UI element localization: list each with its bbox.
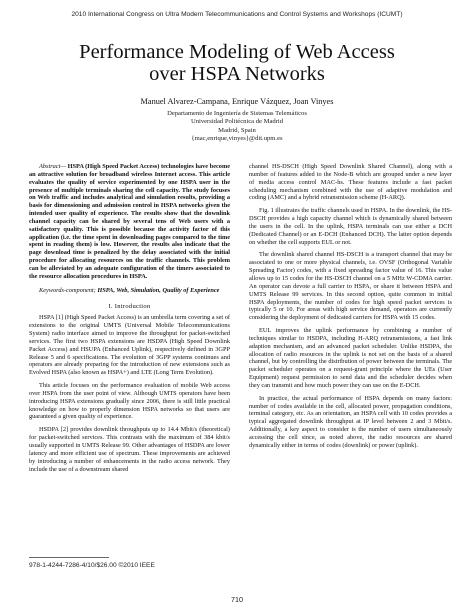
affiliation-emails: {mac,enrique,vinyes}@dit.upm.es xyxy=(191,134,283,142)
right-paragraph-1: channel HS-DSCH (High Speed Downlink Shared Channel), along with a number of features added to the Node-B which are grouped under a new layer of media access control MAC-hs. These features include a fast packet scheduling mechanism combined with the use of adaptive modulation and coding (AMC) and a hybrid retransmission scheme (H-ARQ). xyxy=(249,163,452,202)
left-column xyxy=(29,163,230,478)
right-paragraph-3: The downlink shared channel HS-DSCH is a transport channel that may be associated to one or more physical channels, i.e. OVSF (Orthogonal Variable Spreading Factor) codes, with a fixed spreading factor value of 16. This value allows up to 15 codes for the HS-DSCH channel on a 5 MHz W-CDMA carrier. An operator can devote a full carrier to HSPA, or share it between HSPA and UMTS Release 99 services. In this second option, quite common in initial HSPA deployments, the number of codes for high speed packet services is typically 5 or 10. For areas with high service demand, operators are currently considering the deployment of dedicated carriers for HSPA with 15 codes. xyxy=(249,251,452,322)
isbn-footer: 978-1-4244-7286-4/10/$26.00 ©2010 IEEE xyxy=(29,562,155,569)
keywords xyxy=(29,287,230,295)
page-number: 710 xyxy=(231,595,243,604)
keywords-text: HSPA, Web, Simulation, Quality of Experience xyxy=(95,286,220,294)
intro-paragraph-2: This article focuses on the performance evaluation of mobile Web access over HSPA from the user point of view. Although UMTS operators have been introducing HSPA extensions gradually since 2006, there is still little practical knowledge on how to properly dimension HSPA networks so that users are guaranteed a given quality of experience. xyxy=(29,382,230,421)
affiliation xyxy=(0,110,474,143)
keywords-label: Keywords-component; xyxy=(39,286,96,294)
right-paragraph-2: Fig. 1 illustrates the traffic channels used in HSPA. In the downlink, the HS-DSCH provides a high capacity channel which is dynamically shared between the users in the cell. In the uplink, HSPA terminals can use either a DCH (Dedicated Channel) or an E-DCH (Enhanced DCH). The latter option depends on whether the cell supports EUL or not. xyxy=(249,207,452,246)
abstract xyxy=(29,163,230,281)
footer-divider xyxy=(29,557,109,558)
right-column xyxy=(249,163,452,455)
abstract-text: HSPA (High Speed Packet Access) technologies have become an attractive solution for broadband wireless Internet access. This article evaluates the quality of service experimented by one HSPA user in the presence of multiple terminals sharing the cell capacity. The study focuses on Web traffic and includes analytical and simulation results, providing a basis for dimensioning and admission control in HSPA networks given the intended user quality of experience. The results show that the downlink channel capacity can be shared by several tens of Web users with a satisfactory quality. This is possible because the activity factor of this application (i.e. the time spent in downloading pages compared to the time spent in reading them) is low. However, the results also indicate that the page download time is penalized by the delay associated with the initial procedure for allocating resources on the traffic channels. This problem can be alleviated by an adequate configuration of the timers associated to the resource allocation procedures in HSPA. xyxy=(29,163,230,280)
intro-paragraph-3: HSDPA [2] provides downlink throughputs up to 14.4 Mbit/s (theoretical) for packet-switched services. This contrasts with the maximum of 384 kbit/s usually supported in UMTS Release 99. Other advantages of HSDPA are lower latency and more efficient use of spectrum. These improvements are achieved by introducing a number of enhancements in the radio access network. They include the use of a downstream shared xyxy=(29,426,230,473)
right-paragraph-4: EUL improves the uplink performance by combining a number of techniques similar to HSDPA, including H-ARQ retransmissions, a fast link adaption mechanism, and an advanced packet scheduler. Unlike HSDPA, the allocation of radio resources in the uplink is not set on the basis of a shared channel, but by controlling the distribution of power between the terminals. The packet scheduler operates on a request-grant principle where the UEs (User Equipment) request permission to send data and the scheduler decides when they can transmit and how much power they can use on the E-DCH. xyxy=(249,327,452,389)
intro-paragraph-1: HSPA [1] (High Speed Packet Access) is an umbrella term covering a set of extensions to the original UMTS (Universal Mobile Telecommunications System) radio interface aimed to improve the throughput for packet-switched services. The first two HSPA extensions are HSDPA (High Speed Downlink Packet Access) and HSUPA (Enhanced Uplink), respectively defined in 3GPP Release 5 and 6 specifications. The evolution of 3GPP systems continues and operators are already preparing for the introduction of new extensions such as Evolved HSPA (also known as HSPA+) and LTE (Long Term Evolution). xyxy=(29,314,230,377)
right-paragraph-5: In practice, the actual performance of HSPA depends on many factors: number of codes available in the cell, allocated power, propagation conditions, terminal category, etc. As an orientation, an HSPA cell with 10 codes provides a typical aggregated downlink throughput at IP level between 2 and 3 Mbit/s. Additionally, a key aspect to consider is the number of users simultaneously accessing the cell since, as noted above, the radio resources are shared dynamically either in terms of codes (downlink) or power (uplink). xyxy=(249,394,452,449)
affiliation-department: Departamento de Ingeniería de Sistemas Telemáticos xyxy=(167,110,307,117)
authors: Manuel Alvarez-Campana, Enrique Vázquez, Joan Vinyes xyxy=(140,97,334,106)
title-line-1: Performance Modeling of Web Access xyxy=(79,41,395,63)
affiliation-university: Universidad Politécnica de Madrid xyxy=(190,118,284,126)
paper-title xyxy=(0,41,474,85)
title-line-2: over HSPA Networks xyxy=(149,63,325,85)
conference-header: 2010 International Congress on Ultra Modern Telecommunications and Control Systems and Workshops (ICUMT) xyxy=(71,11,403,18)
section-heading-introduction: I. Introduction xyxy=(108,302,151,310)
affiliation-city: Madrid, Spain xyxy=(218,126,256,134)
abstract-label: Abstract— xyxy=(39,163,66,170)
